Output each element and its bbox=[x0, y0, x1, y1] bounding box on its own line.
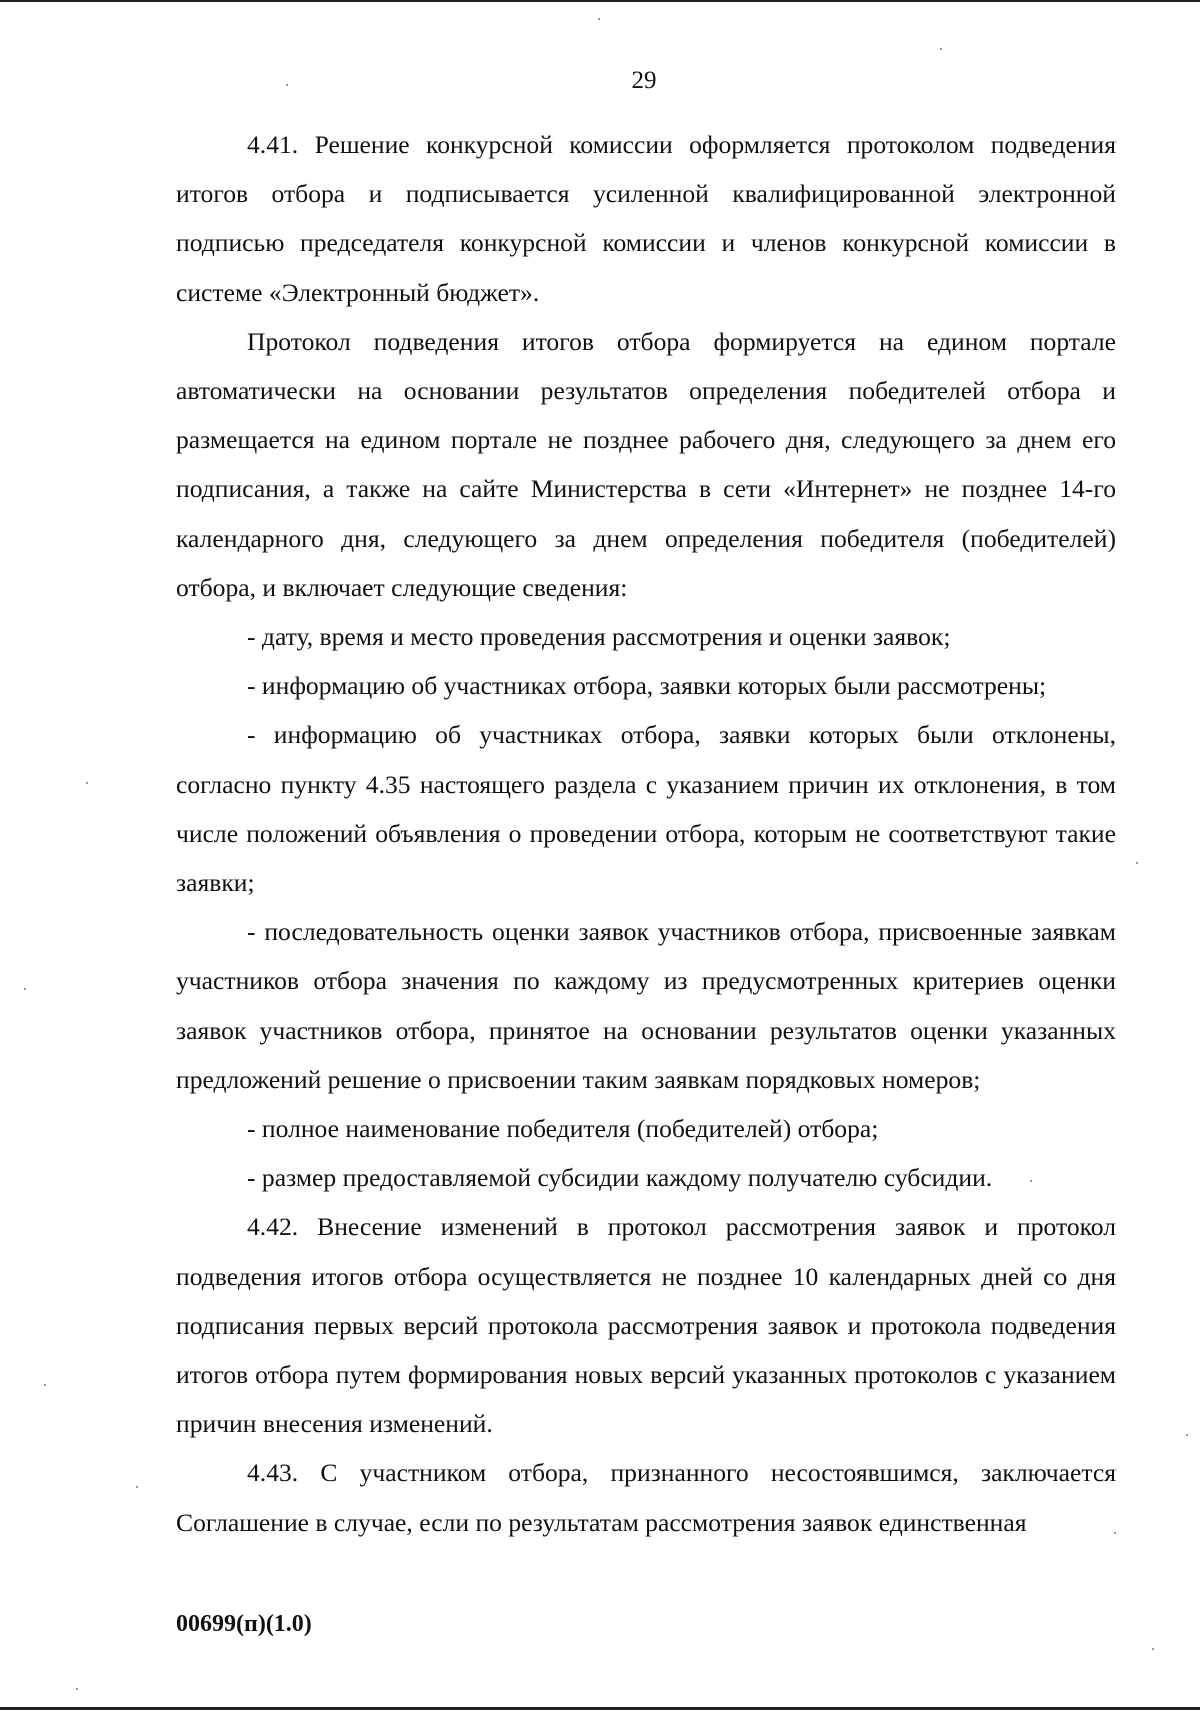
list-item-winner-name: - полное наименование победителя (победителей) отбора; bbox=[247, 1114, 879, 1144]
scan-speck bbox=[24, 988, 26, 990]
page-number: 29 bbox=[631, 67, 657, 94]
document-code: 00699(п)(1.0) bbox=[176, 1611, 312, 1637]
scan-speck bbox=[1030, 1180, 1032, 1182]
list-item-date-time-place: - дату, время и место проведения рассмотрения и оценки заявок; bbox=[247, 622, 951, 652]
list-item-rejected-participants: - информацию об участниках отбора, заявки которых были отклонены, согласно пункту 4.35 настоящего раздела с указанием причин их отклонения, в том числе положений объявления о проведении отбора, которым не соответствуют такие заявки; bbox=[176, 720, 1116, 898]
scan-speck bbox=[1114, 1532, 1116, 1534]
scan-speck bbox=[1186, 1434, 1188, 1436]
scan-speck bbox=[598, 18, 600, 20]
list-item-subsidy-amount: - размер предоставляемой субсидии каждому получателю субсидии. bbox=[247, 1163, 993, 1193]
scan-bottom-edge bbox=[0, 1707, 1200, 1710]
scan-speck bbox=[136, 1486, 138, 1488]
list-item-reviewed-participants: - информацию об участниках отбора, заявки которых были рассмотрены; bbox=[247, 671, 1047, 701]
scan-speck bbox=[940, 48, 942, 50]
scan-speck bbox=[44, 1384, 46, 1386]
scan-speck bbox=[76, 1688, 78, 1690]
scan-speck bbox=[86, 782, 88, 784]
paragraph-4-41: 4.41. Решение конкурсной комиссии оформляется протоколом подведения итогов отбора и подписывается усиленной квалифицированной электронной подписью председателя конкурсной комиссии и членов конкурсной комиссии в системе «Электронный бюджет». bbox=[176, 130, 1116, 307]
scan-speck bbox=[1136, 862, 1138, 864]
scan-speck bbox=[286, 84, 288, 86]
paragraph-4-42: 4.42. Внесение изменений в протокол рассмотрения заявок и протокол подведения итогов отбора осуществляется не позднее 10 календарных дней со дня подписания первых версий протокола рассмотрения заявок и протокола подведения итогов отбора путем формирования новых версий указанных протоколов с указанием причин внесения изменений. bbox=[176, 1212, 1116, 1439]
paragraph-protocol: Протокол подведения итогов отбора формируется на едином портале автоматически на основании результатов определения победителей отбора и размещается на едином портале не позднее рабочего дня, следующего за днем его подписания, а также на сайте Министерства в сети «Интернет» не позднее 14-го календарного дня, следующего за днем определения победителя (победителей) отбора, и включает следующие сведения: bbox=[176, 326, 1116, 602]
document-body bbox=[176, 120, 1116, 1547]
scan-top-edge bbox=[0, 0, 1200, 2]
scan-speck bbox=[1152, 1648, 1154, 1650]
paragraph-4-43: 4.43. С участником отбора, признанного несостоявшимся, заключается Соглашение в случае, если по результатам рассмотрения заявок единственная bbox=[176, 1458, 1116, 1537]
list-item-evaluation-sequence: - последовательность оценки заявок участников отбора, присвоенные заявкам участников отбора значения по каждому из предусмотренных критериев оценки заявок участников отбора, принятое на основании результатов оценки указанных предложений решение о присвоении таким заявкам порядковых номеров; bbox=[176, 917, 1116, 1094]
